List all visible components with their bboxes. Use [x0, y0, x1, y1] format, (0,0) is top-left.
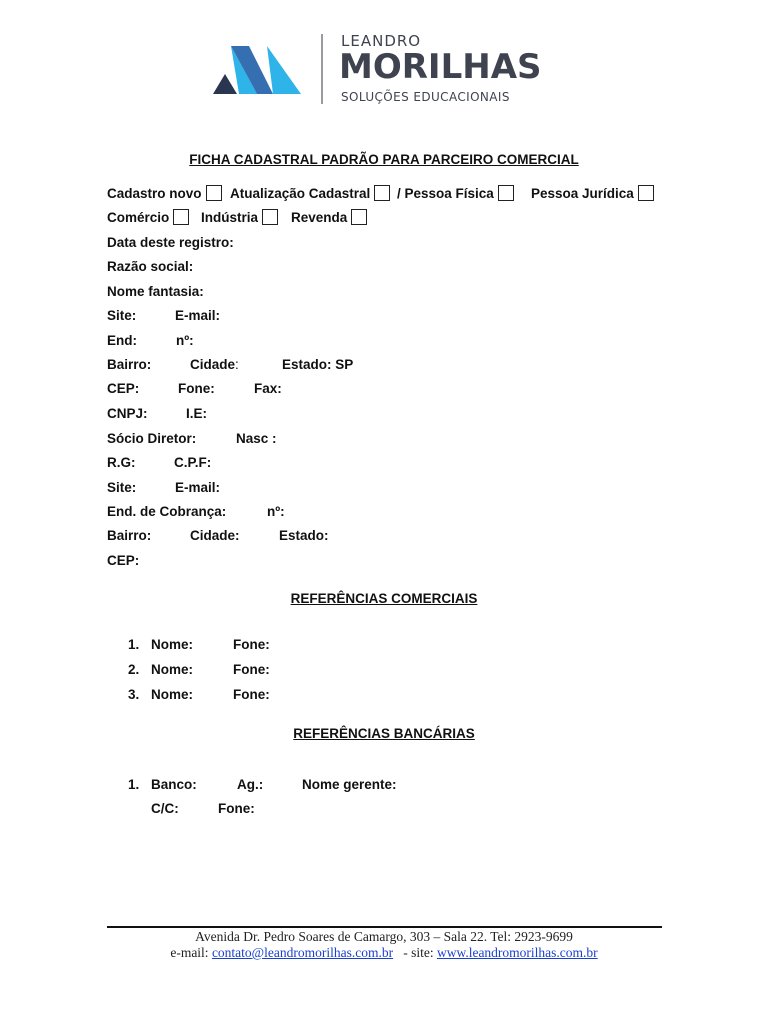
- bank-fone-label[interactable]: Fone:: [218, 801, 255, 816]
- razao-social-label: Razão social:: [107, 259, 194, 274]
- ref-fone-label[interactable]: Fone:: [233, 687, 270, 702]
- cadastro-novo-checkbox[interactable]: [206, 185, 222, 201]
- revenda-checkbox[interactable]: [351, 209, 367, 225]
- bairro-label-2[interactable]: Bairro:: [107, 528, 152, 543]
- estado-sp-label[interactable]: Estado: SP: [282, 357, 354, 372]
- cidade-label-2[interactable]: Cidade:: [190, 528, 240, 543]
- bairro-label[interactable]: Bairro:: [107, 357, 152, 372]
- site-label-2[interactable]: Site:: [107, 480, 137, 495]
- logo-mark-icon: [213, 42, 303, 98]
- cidade-label[interactable]: [190, 356, 239, 374]
- list-item-number: 2.: [128, 662, 140, 677]
- footer-site-link[interactable]: www.leandromorilhas.com.br: [436, 945, 598, 960]
- footer-address: Avenida Dr. Pedro Soares de Camargo, 303 – Sala 22. Tel: 2923-9699: [195, 929, 573, 944]
- ref-nome-label[interactable]: Nome:: [151, 637, 194, 652]
- ref-fone-label[interactable]: Fone:: [233, 637, 270, 652]
- ref-nome-label[interactable]: Nome:: [151, 687, 194, 702]
- footer-email-link[interactable]: contato@leandromorilhas.com.br: [211, 945, 394, 960]
- logo-line2: MORILHAS: [339, 47, 542, 87]
- fone-label[interactable]: Fone:: [178, 381, 215, 396]
- email-label-2[interactable]: E-mail:: [175, 480, 221, 495]
- numero-label-2[interactable]: nº:: [267, 504, 285, 519]
- end-cobranca-label[interactable]: End. de Cobrança:: [107, 504, 227, 519]
- pessoa-juridica-label: Pessoa Jurídica: [531, 186, 634, 201]
- rg-label[interactable]: R.G:: [107, 455, 136, 470]
- nome-fantasia-label: Nome fantasia:: [107, 284, 204, 299]
- pessoa-juridica-checkbox[interactable]: [638, 185, 654, 201]
- pessoa-fisica-label: / Pessoa Física: [397, 186, 494, 201]
- cep-label[interactable]: CEP:: [107, 381, 140, 396]
- end-label[interactable]: End:: [107, 333, 137, 348]
- numero-label[interactable]: nº:: [176, 333, 194, 348]
- cnpj-label[interactable]: CNPJ:: [107, 406, 148, 421]
- pessoa-fisica-option[interactable]: [397, 185, 514, 203]
- agencia-label[interactable]: Ag.:: [237, 777, 264, 792]
- industria-label: Indústria: [201, 210, 259, 225]
- socio-diretor-label[interactable]: Sócio Diretor:: [107, 431, 197, 446]
- footer-contact: [0, 945, 768, 961]
- estado-label-2[interactable]: Estado:: [279, 528, 329, 543]
- site-label[interactable]: Site:: [107, 308, 137, 323]
- pessoa-fisica-checkbox[interactable]: [498, 185, 514, 201]
- atualizacao-checkbox[interactable]: [374, 185, 390, 201]
- ie-label[interactable]: I.E:: [186, 406, 208, 421]
- industria-checkbox[interactable]: [262, 209, 278, 225]
- ref-bancarias-title: REFERÊNCIAS BANCÁRIAS: [293, 726, 475, 741]
- industria-option[interactable]: [201, 209, 278, 227]
- nasc-label[interactable]: Nasc :: [236, 431, 277, 446]
- footer-email-label: e-mail:: [170, 945, 212, 960]
- footer-divider: [107, 926, 662, 928]
- cep-label-2[interactable]: CEP:: [107, 553, 140, 568]
- comercio-label: Comércio: [107, 210, 170, 225]
- logo-line1: LEANDRO: [341, 32, 422, 50]
- atualizacao-label: Atualização Cadastral: [230, 186, 371, 201]
- data-registro-label: Data deste registro:: [107, 235, 234, 250]
- revenda-label: Revenda: [291, 210, 348, 225]
- form-title: FICHA CADASTRAL PADRÃO PARA PARCEIRO COMERCIAL: [189, 152, 579, 167]
- ref-nome-label[interactable]: Nome:: [151, 662, 194, 677]
- nome-gerente-label[interactable]: Nome gerente:: [302, 777, 397, 792]
- comercio-option[interactable]: [107, 209, 189, 227]
- list-item-number: 1.: [128, 637, 140, 652]
- cadastro-novo-label: Cadastro novo: [107, 186, 202, 201]
- atualizacao-option[interactable]: [230, 185, 390, 203]
- banco-label[interactable]: Banco:: [151, 777, 197, 792]
- cidade-text: Cidade: [190, 357, 236, 372]
- list-item-number: 3.: [128, 687, 140, 702]
- email-label[interactable]: E-mail:: [175, 308, 221, 323]
- footer-site-label: - site:: [393, 945, 437, 960]
- ref-comerciais-title: REFERÊNCIAS COMERCIAIS: [290, 591, 478, 606]
- comercio-checkbox[interactable]: [173, 209, 189, 225]
- list-item-number: 1.: [128, 777, 140, 792]
- ref-fone-label[interactable]: Fone:: [233, 662, 270, 677]
- fax-label[interactable]: Fax:: [254, 381, 282, 396]
- pessoa-juridica-option[interactable]: [531, 185, 654, 203]
- revenda-option[interactable]: [291, 209, 367, 227]
- cpf-label[interactable]: C.P.F:: [174, 455, 212, 470]
- logo-separator: [321, 34, 323, 104]
- cidade-colon: :: [235, 357, 239, 372]
- cadastro-novo-option[interactable]: [107, 185, 222, 203]
- conta-corrente-label[interactable]: C/C:: [151, 801, 179, 816]
- company-logo: [205, 28, 542, 110]
- logo-line3: SOLUÇÕES EDUCACIONAIS: [341, 90, 510, 104]
